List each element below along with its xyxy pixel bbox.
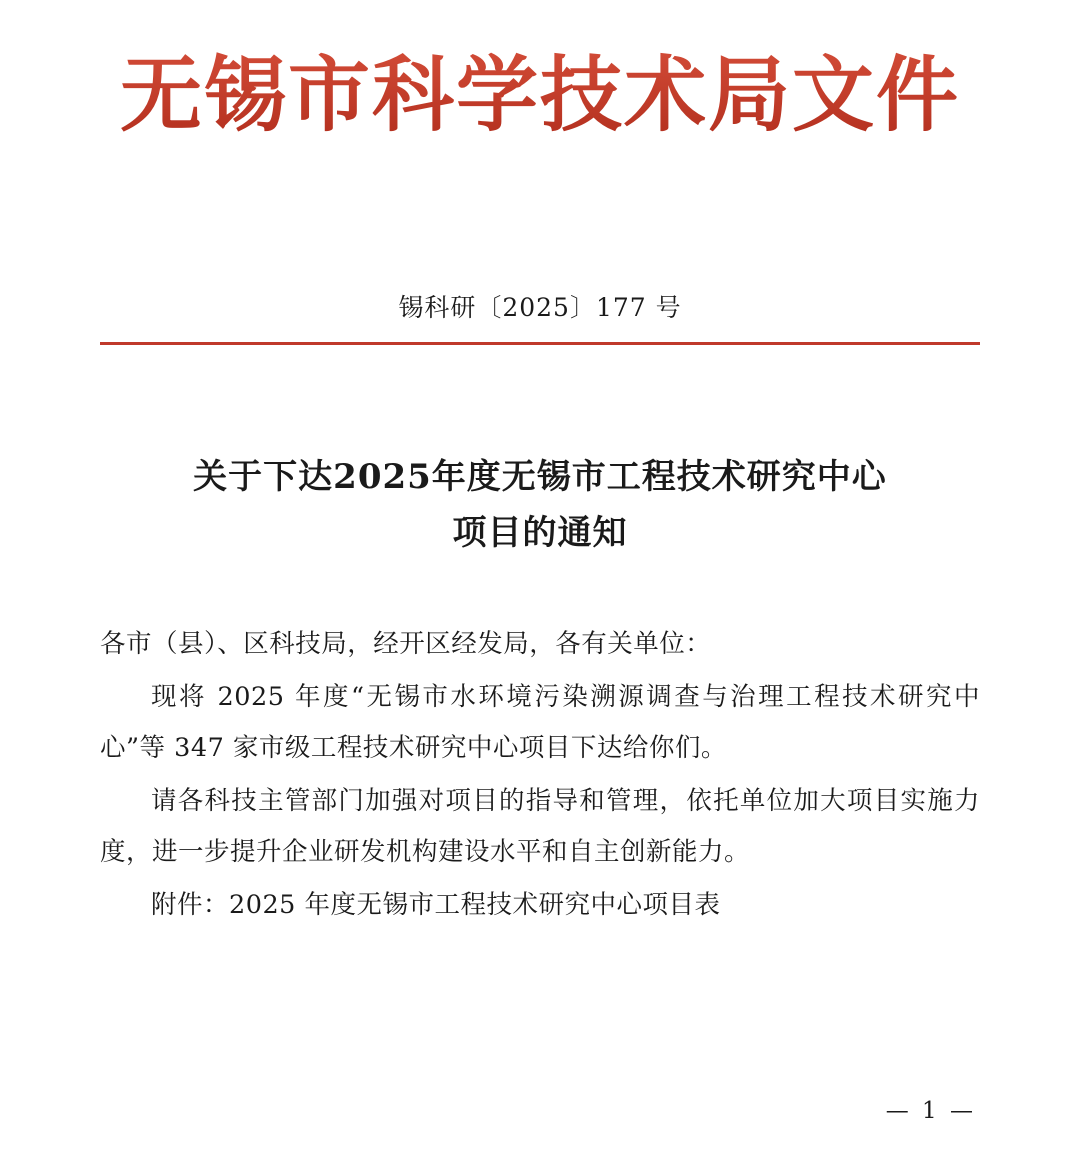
page-title (100, 449, 980, 561)
page-number: — 1 — (885, 1098, 976, 1124)
body-paragraph-2: 请各科技主管部门加强对项目的指导和管理，依托单位加大项目实施力度，进一步提升企业研发机构建设水平和自主创新能力。 (100, 786, 980, 868)
document-number: 锡科研〔2025〕177 号 (398, 293, 682, 323)
red-divider-rule (100, 342, 980, 345)
body-paragraph-1: 现将 2025 年度“无锡市水环境污染溯源调查与治理工程技术研究中心”等 347 家市级工程技术研究中心项目下达给你们。 (100, 682, 980, 764)
masthead (100, 0, 980, 143)
masthead-title: 无锡市科学技术局文件 (100, 52, 980, 138)
page-title-line-1: 关于下达2025年度无锡市工程技术研究中心 (193, 457, 887, 498)
document-number-block (100, 288, 980, 345)
document-body (100, 619, 980, 931)
salutation: 各市（县）、区科技局，经开区经发局，各有关单位： (100, 629, 712, 660)
page-title-line-2: 项目的通知 (452, 513, 628, 554)
attachment-line: 附件：2025 年度无锡市工程技术研究中心项目表 (151, 890, 721, 921)
